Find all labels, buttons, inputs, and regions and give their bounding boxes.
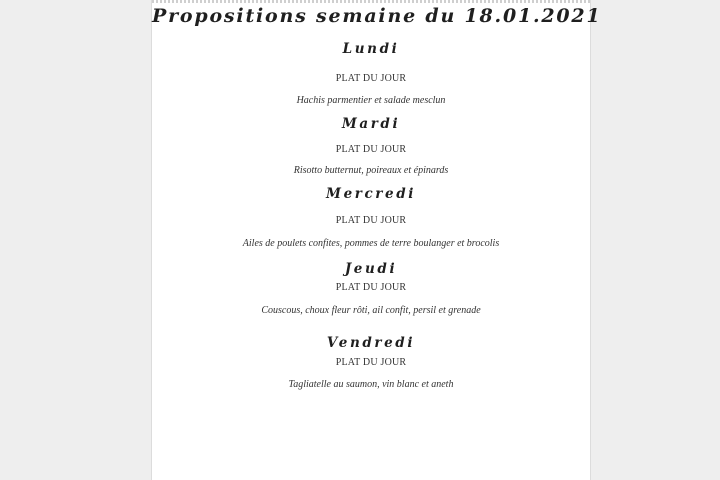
day-heading-mercredi: Mercredi	[326, 186, 416, 202]
day-heading-mardi: Mardi	[341, 116, 401, 132]
day-heading-lundi: Lundi	[342, 41, 400, 57]
dish-mercredi: Ailes de poulets confites, pommes de terre boulanger et brocolis	[242, 238, 500, 249]
dish-vendredi: Tagliatelle au saumon, vin blanc et aneth	[288, 379, 454, 390]
dish-mardi: Risotto butternut, poireaux et épinards	[293, 165, 449, 176]
page-title: Propositions semaine du 18.01.2021	[152, 5, 602, 27]
plat-du-jour-label-jeudi: PLAT DU JOUR	[335, 282, 407, 293]
plat-du-jour-label-lundi: PLAT DU JOUR	[335, 73, 407, 84]
dish-jeudi: Couscous, choux fleur rôti, ail confit, persil et grenade	[261, 305, 481, 316]
day-heading-vendredi: Vendredi	[326, 335, 416, 351]
menu-page	[151, 0, 602, 480]
plat-du-jour-label-vendredi: PLAT DU JOUR	[335, 357, 407, 368]
dish-lundi: Hachis parmentier et salade mesclun	[296, 95, 446, 106]
plat-du-jour-label-mercredi: PLAT DU JOUR	[335, 215, 407, 226]
page-top-edge	[152, 0, 590, 3]
day-heading-jeudi: Jeudi	[344, 261, 398, 277]
plat-du-jour-label-mardi: PLAT DU JOUR	[335, 144, 407, 155]
